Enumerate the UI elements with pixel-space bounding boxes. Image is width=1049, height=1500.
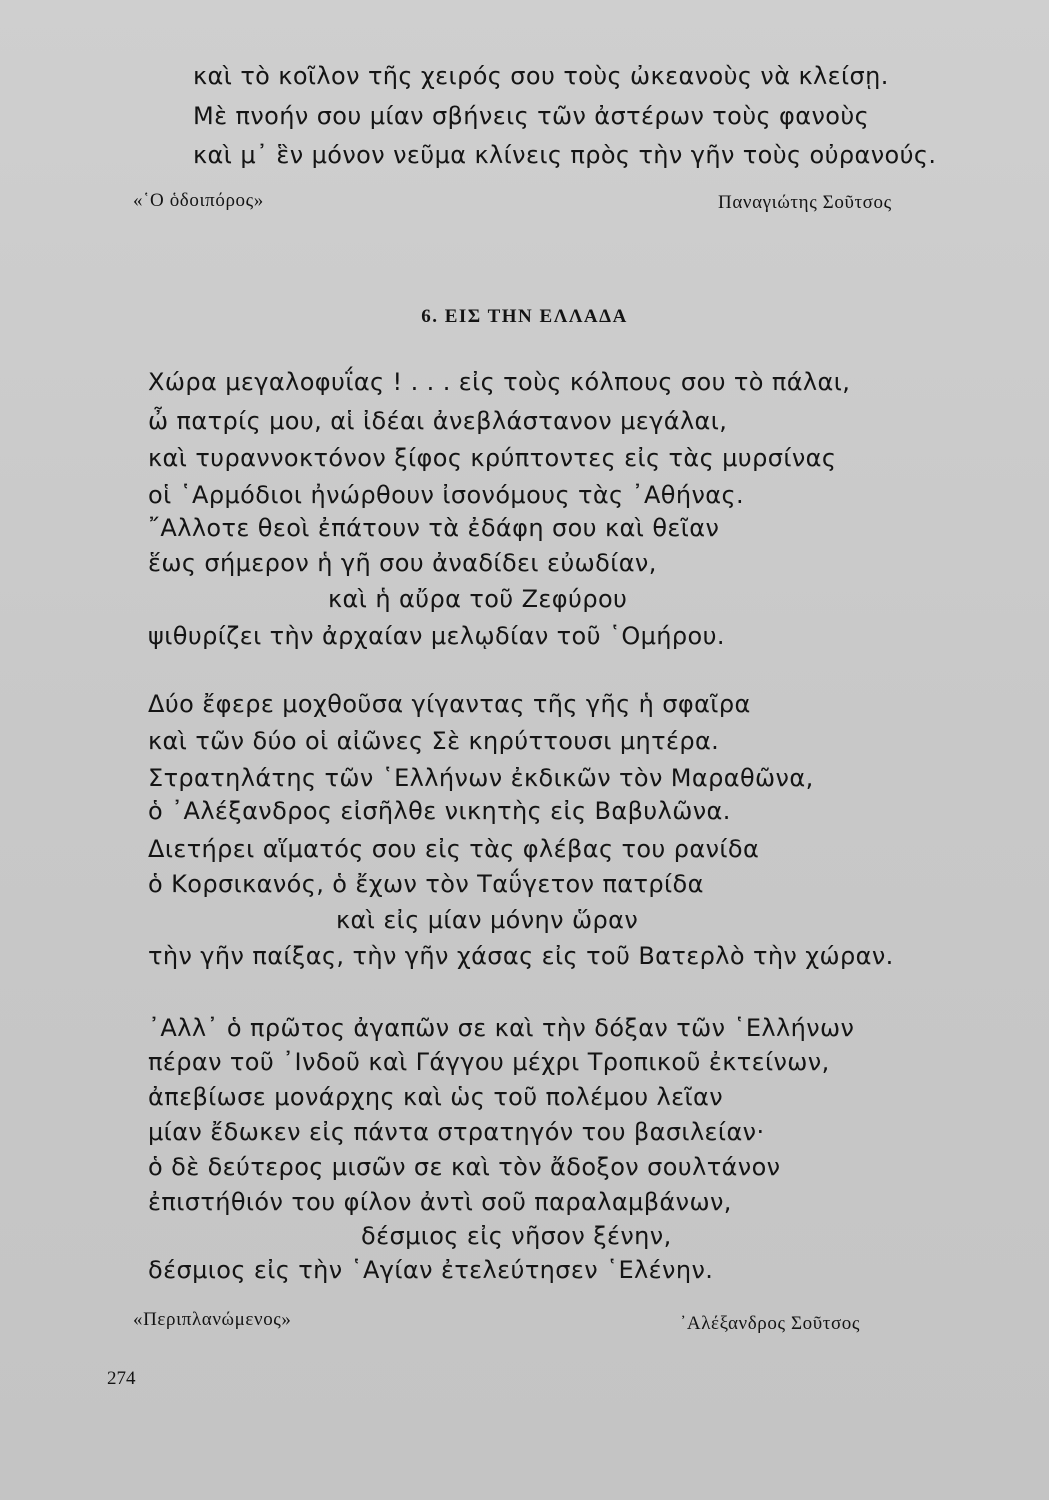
page-number: 274 [107, 1368, 136, 1389]
poem-line: οἱ ῾Αρμόδιοι ἠνώρθουν ἰσονόμους τὰς ᾿Αθήνας. [148, 481, 745, 509]
poem-line: ἀπεβίωσε μονάρχης καὶ ὡς τοῦ πολέμου λεῖαν [148, 1083, 724, 1111]
poem-line: καὶ ἡ αὔρα τοῦ Ζεφύρου [328, 585, 628, 613]
poem-line: δέσμιος εἰς νῆσον ξένην, [361, 1222, 672, 1250]
poem-line: πέραν τοῦ ᾿Ινδοῦ καὶ Γάγγου μέχρι Τροπικοῦ ἐκτείνων, [148, 1048, 830, 1076]
poem-line: ψιθυρίζει τὴν ἀρχαίαν μελῳδίαν τοῦ ῾Ομήρου. [148, 622, 725, 650]
source-author: ᾿Αλέξανδρος Σοῦτσος [680, 1313, 861, 1334]
poem-line: Χώρα μεγαλοφυΐας ! . . . εἰς τοὺς κόλπους σου τὸ πάλαι, [148, 368, 851, 396]
poem-line: δέσμιος εἰς τὴν ῾Αγίαν ἐτελεύτησεν ῾Ελένην. [148, 1256, 714, 1284]
poem-line: ὁ ᾿Αλέξανδρος εἰσῆλθε νικητὴς εἰς Βαβυλῶνα. [148, 797, 731, 825]
poem-line: Στρατηλάτης τῶν ῾Ελλήνων ἐκδικῶν τὸν Μαραθῶνα, [148, 764, 814, 792]
source-author: Παναγιώτης Σοῦτσος [718, 192, 892, 213]
poem-line: καὶ τὸ κοῖλον τῆς χειρός σου τοὺς ὠκεανοὺς νὰ κλείσῃ. [193, 62, 889, 90]
poem-line: ὁ Κορσικανός, ὁ ἔχων τὸν Ταΰγετον πατρίδα [148, 870, 704, 898]
poem-line: καὶ εἰς μίαν μόνην ὥραν [336, 906, 639, 934]
poem-line: ᾿Αλλ᾿ ὁ πρῶτος ἀγαπῶν σε καὶ τὴν δόξαν τῶν ῾Ελλήνων [148, 1014, 855, 1042]
poem-line: καὶ τῶν δύο οἱ αἰῶνες Σὲ κηρύττουσι μητέρα. [148, 727, 720, 755]
poem-line: ῎Αλλοτε θεοὶ ἐπάτουν τὰ ἐδάφη σου καὶ θεῖαν [148, 514, 720, 542]
source-title: «Περιπλανώμενος» [133, 1309, 292, 1330]
poem-line: μίαν ἔδωκεν εἰς πάντα στρατηγόν του βασιλείαν· [148, 1118, 765, 1146]
poem-heading: 6. ΕΙΣ ΤΗΝ ΕΛΛΑΔΑ [421, 306, 628, 327]
poem-line: Μὲ πνοήν σου μίαν σβήνεις τῶν ἀστέρων τοὺς φανοὺς [193, 102, 870, 130]
poem-line: καὶ τυραννοκτόνον ξίφος κρύπτοντες εἰς τὰς μυρσίνας [148, 444, 837, 472]
poem-line: ἕως σήμερον ἡ γῆ σου ἀναδίδει εὐωδίαν, [148, 549, 657, 577]
poem-line: ὁ δὲ δεύτερος μισῶν σε καὶ τὸν ἄδοξον σουλτάνον [148, 1153, 781, 1181]
poem-line: ὦ πατρίς μου, αἱ ἰδέαι ἀνεβλάστανον μεγάλαι, [148, 407, 728, 435]
poem-line: Δύο ἔφερε μοχθοῦσα γίγαντας τῆς γῆς ἡ σφαῖρα [148, 690, 751, 718]
poem-line: τὴν γῆν παίξας, τὴν γῆν χάσας εἰς τοῦ Βατερλὸ τὴν χώραν. [148, 942, 894, 970]
poem-line: ἐπιστήθιόν του φίλον ἀντὶ σοῦ παραλαμβάνων, [148, 1188, 732, 1216]
poem-line: καὶ μ᾿ ἓν μόνον νεῦμα κλίνεις πρὸς τὴν γῆν τοὺς οὐρανούς. [193, 141, 937, 169]
source-title: «῾Ο ὁδοιπόρος» [133, 190, 264, 211]
poem-line: Διετήρει αἵματός σου εἰς τὰς φλέβας του ρανίδα [148, 835, 760, 863]
